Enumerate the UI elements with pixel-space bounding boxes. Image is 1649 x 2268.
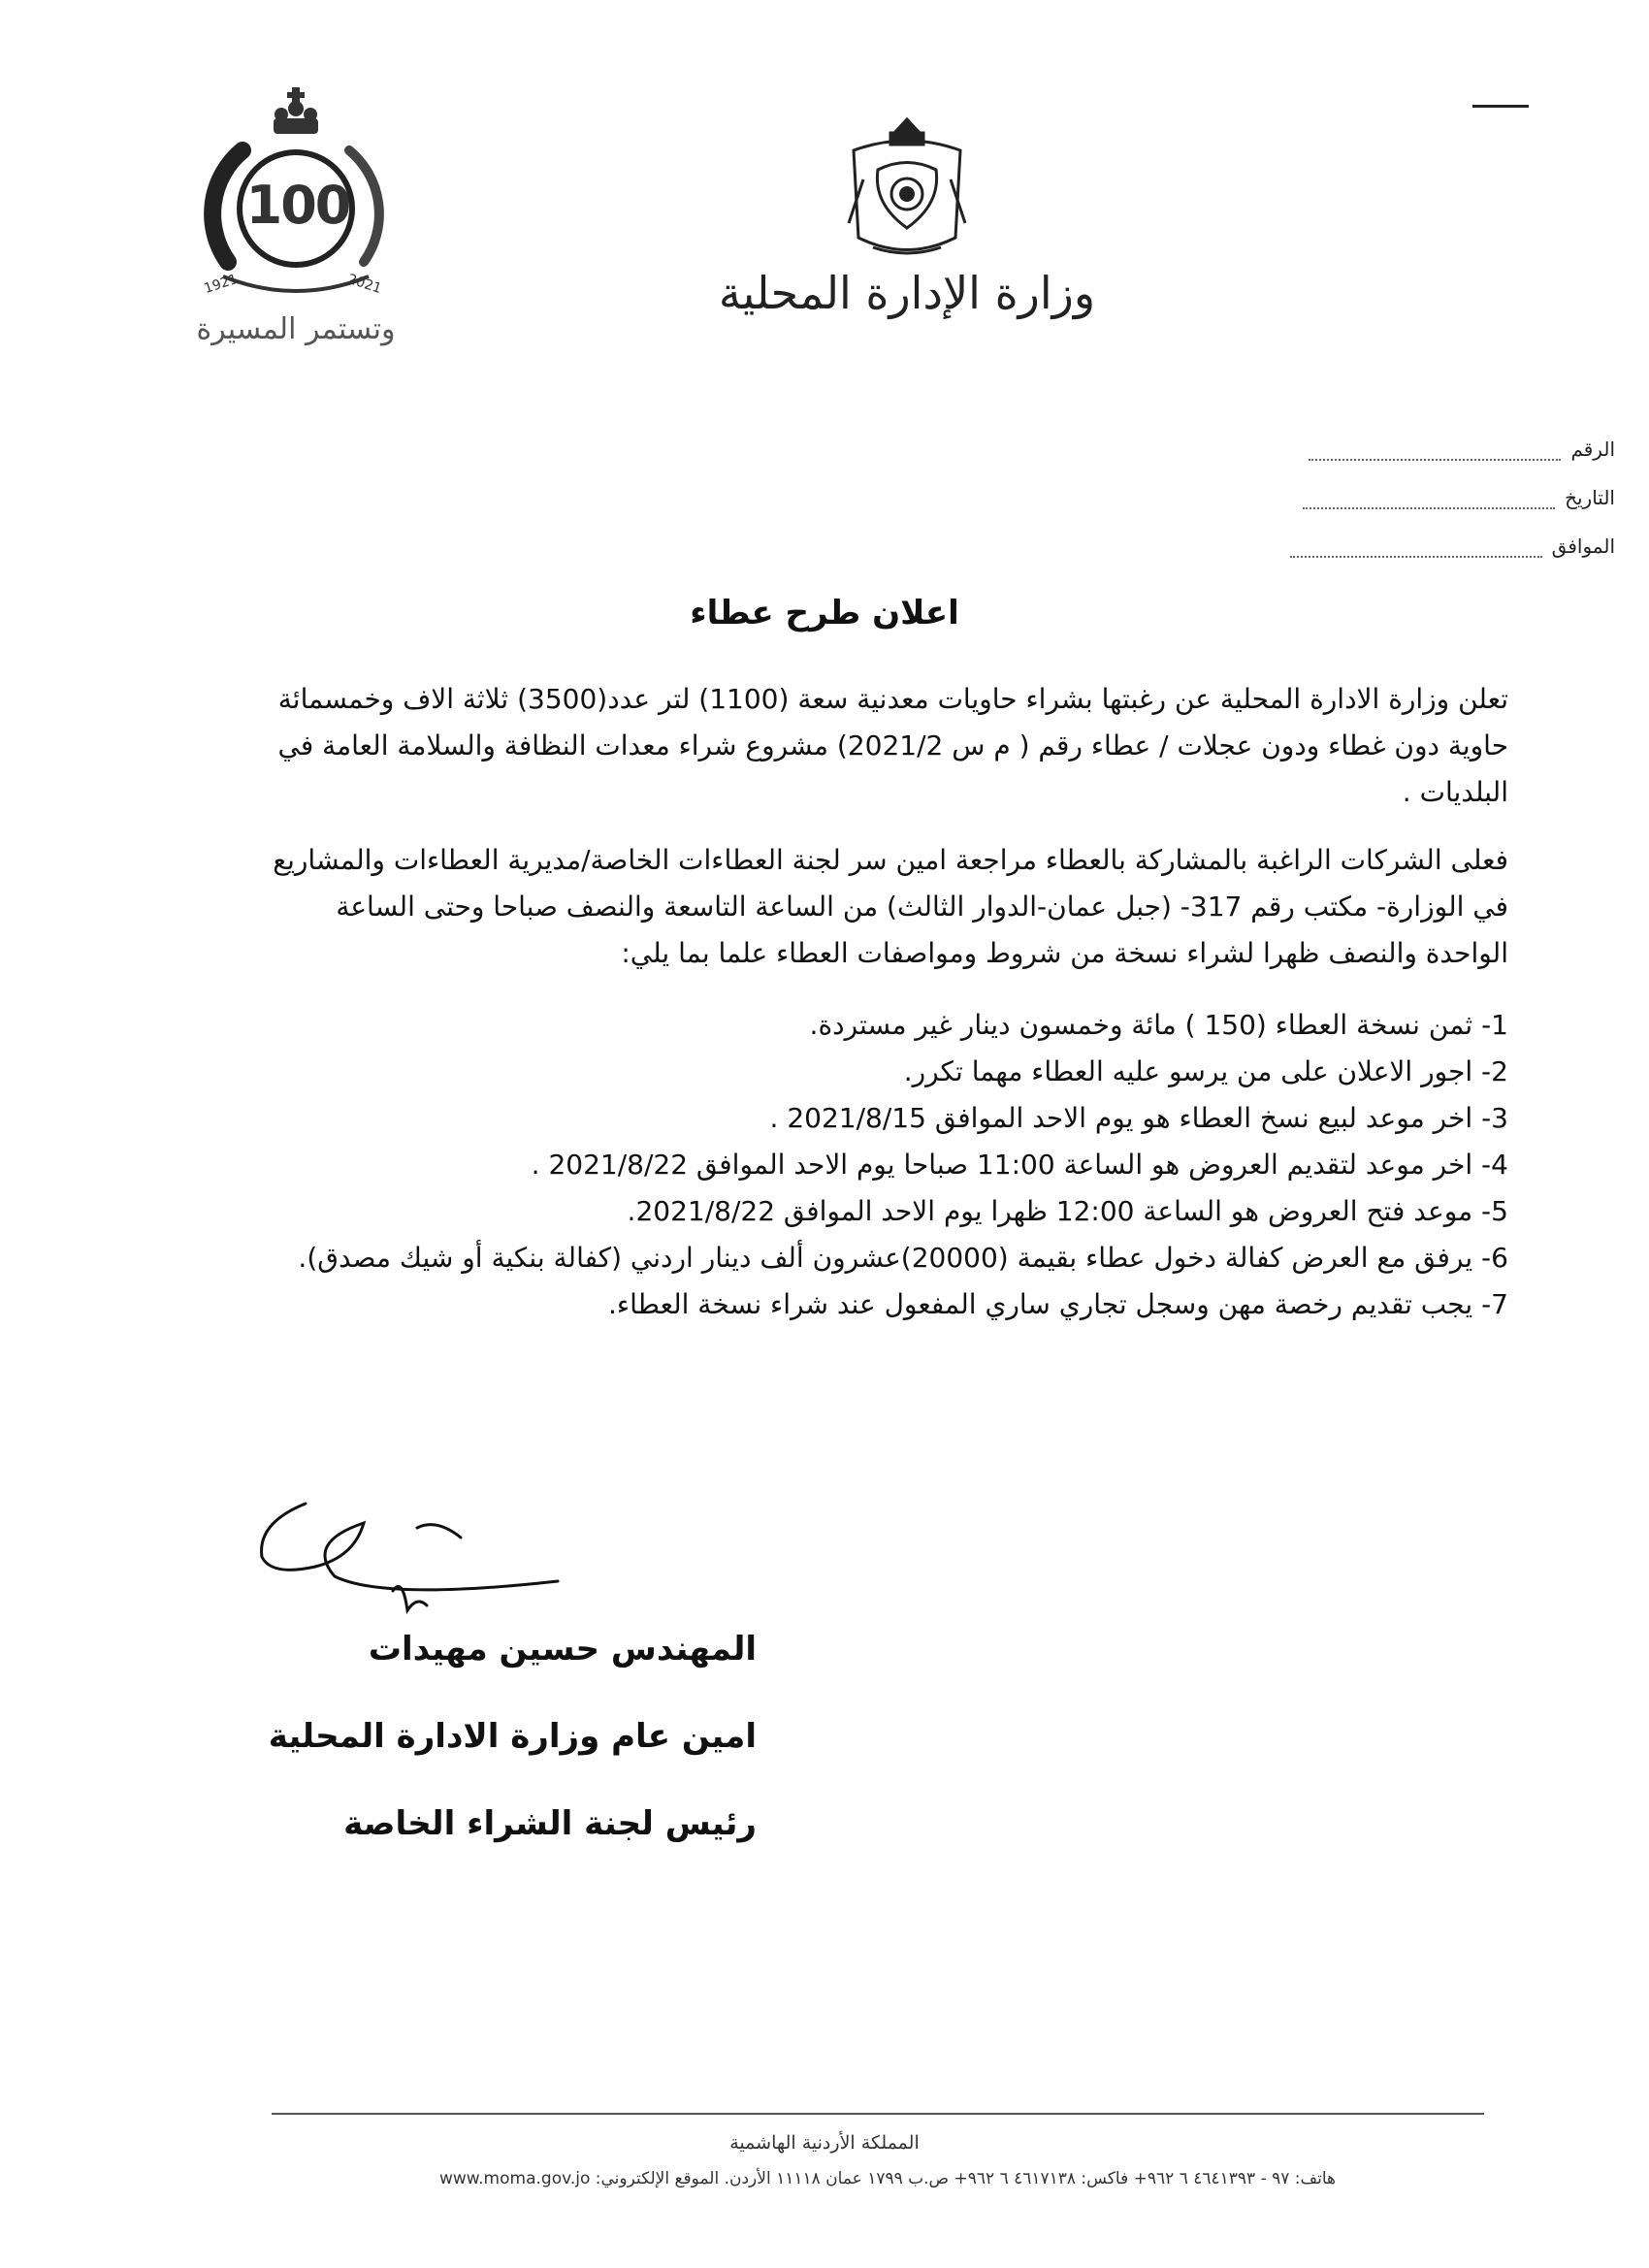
list-item: 2- اجور الاعلان على من يرسو عليه العطاء مهما تكرر. (903, 1055, 1508, 1087)
list-item: 3- اخر موعد لبيع نسخ العطاء هو يوم الاحد الموافق 2021/8/15 . (769, 1102, 1508, 1134)
signatory-block (252, 1625, 757, 1887)
date-row (1203, 461, 1615, 509)
announcement-body (262, 676, 1508, 1328)
announcement-paragraph: تعلن وزارة الادارة المحلية عن رغبتها بشراء حاويات معدنية سعة (1100) لتر عدد(3500) ثلاثة الاف وخمسمائة حاوية دون غطاء ودون عجلات / عطاء رقم ( م س 2021/2) مشروع شراء معدات النظافة والسلامة العامة في البلديات . (277, 683, 1508, 808)
footer-kingdom: المملكة الأردنية الهاشمية (729, 2132, 920, 2154)
coat-of-arms-icon (834, 112, 980, 267)
list-item: 5- موعد فتح العروض هو الساعة 12:00 ظهرا يوم الاحد الموافق 2021/8/22. (627, 1195, 1508, 1227)
reference-number-line (1309, 445, 1561, 461)
signatory-name: المهندس حسين مهيدات (368, 1630, 757, 1669)
corresponding-date-label: الموافق (1551, 535, 1615, 558)
list-item: 6- يرفق مع العرض كفالة دخول عطاء بقيمة (20000)عشرون ألف دينار اردني (كفالة بنكية أو شيك مصدق). (298, 1242, 1508, 1274)
reference-number-row (1203, 412, 1615, 461)
announcement-title: اعلان طرح عطاء (690, 594, 959, 632)
corresponding-date-row (1203, 509, 1615, 558)
centenary-year-end: 2021 (345, 271, 384, 298)
list-item: 7- يجب تقديم رخصة مهن وسجل تجاري ساري المفعول عند شراء نسخة العطاء. (608, 1288, 1508, 1320)
date-label: التاريخ (1565, 486, 1615, 509)
reference-number-label: الرقم (1570, 437, 1615, 461)
centenary-slogan: وتستمر المسيرة (196, 312, 396, 346)
footer-divider (272, 2113, 1484, 2115)
signatory-position: امين عام وزارة الادارة المحلية (268, 1717, 757, 1756)
list-item: 4- اخر موعد لتقديم العروض هو الساعة 11:00 صباحا يوم الاحد الموافق 2021/8/22 . (531, 1149, 1508, 1181)
corresponding-date-line (1290, 542, 1542, 558)
handwritten-signature (247, 1484, 567, 1630)
centenary-number: 100 (245, 175, 350, 236)
corner-mark (1472, 105, 1529, 108)
list-item: 1- ثمن نسخة العطاء (150 ) مائة وخمسون دينار غير مستردة. (809, 1009, 1508, 1041)
centenary-logo (184, 78, 407, 349)
footer-contact: هاتف: ٩٧ - ٤٦٤١٣٩٣ ٦ ٩٦٢+ فاكس: ٤٦١٧١٣٨ ٦ ٩٦٢+ ص.ب ١٧٩٩ عمان ١١١١٨ الأردن. الموقع الإلكتروني: www.moma.gov.jo (439, 2169, 1336, 2188)
ministry-name: وزارة الإدارة المحلية (718, 267, 1096, 319)
announcement-paragraph: فعلى الشركات الراغبة بالمشاركة بالعطاء مراجعة امين سر لجنة العطاءات الخاصة/مديرية العطاءات والمشاريع في الوزارة- مكتب رقم 317- (جبل عمان-الدوار الثالث) من الساعة التاسعة والنصف صباحا وحتى الساعة الواحدة والنصف ظهرا لشراء نسخة من شروط ومواصفات العطاء علما بما يلي: (273, 844, 1508, 969)
reference-fields (1203, 412, 1615, 558)
signatory-committee: رئيس لجنة الشراء الخاصة (343, 1804, 757, 1843)
centenary-year-start: 1921 (202, 271, 241, 298)
conditions-list (262, 1002, 1508, 1328)
date-line (1303, 494, 1555, 509)
